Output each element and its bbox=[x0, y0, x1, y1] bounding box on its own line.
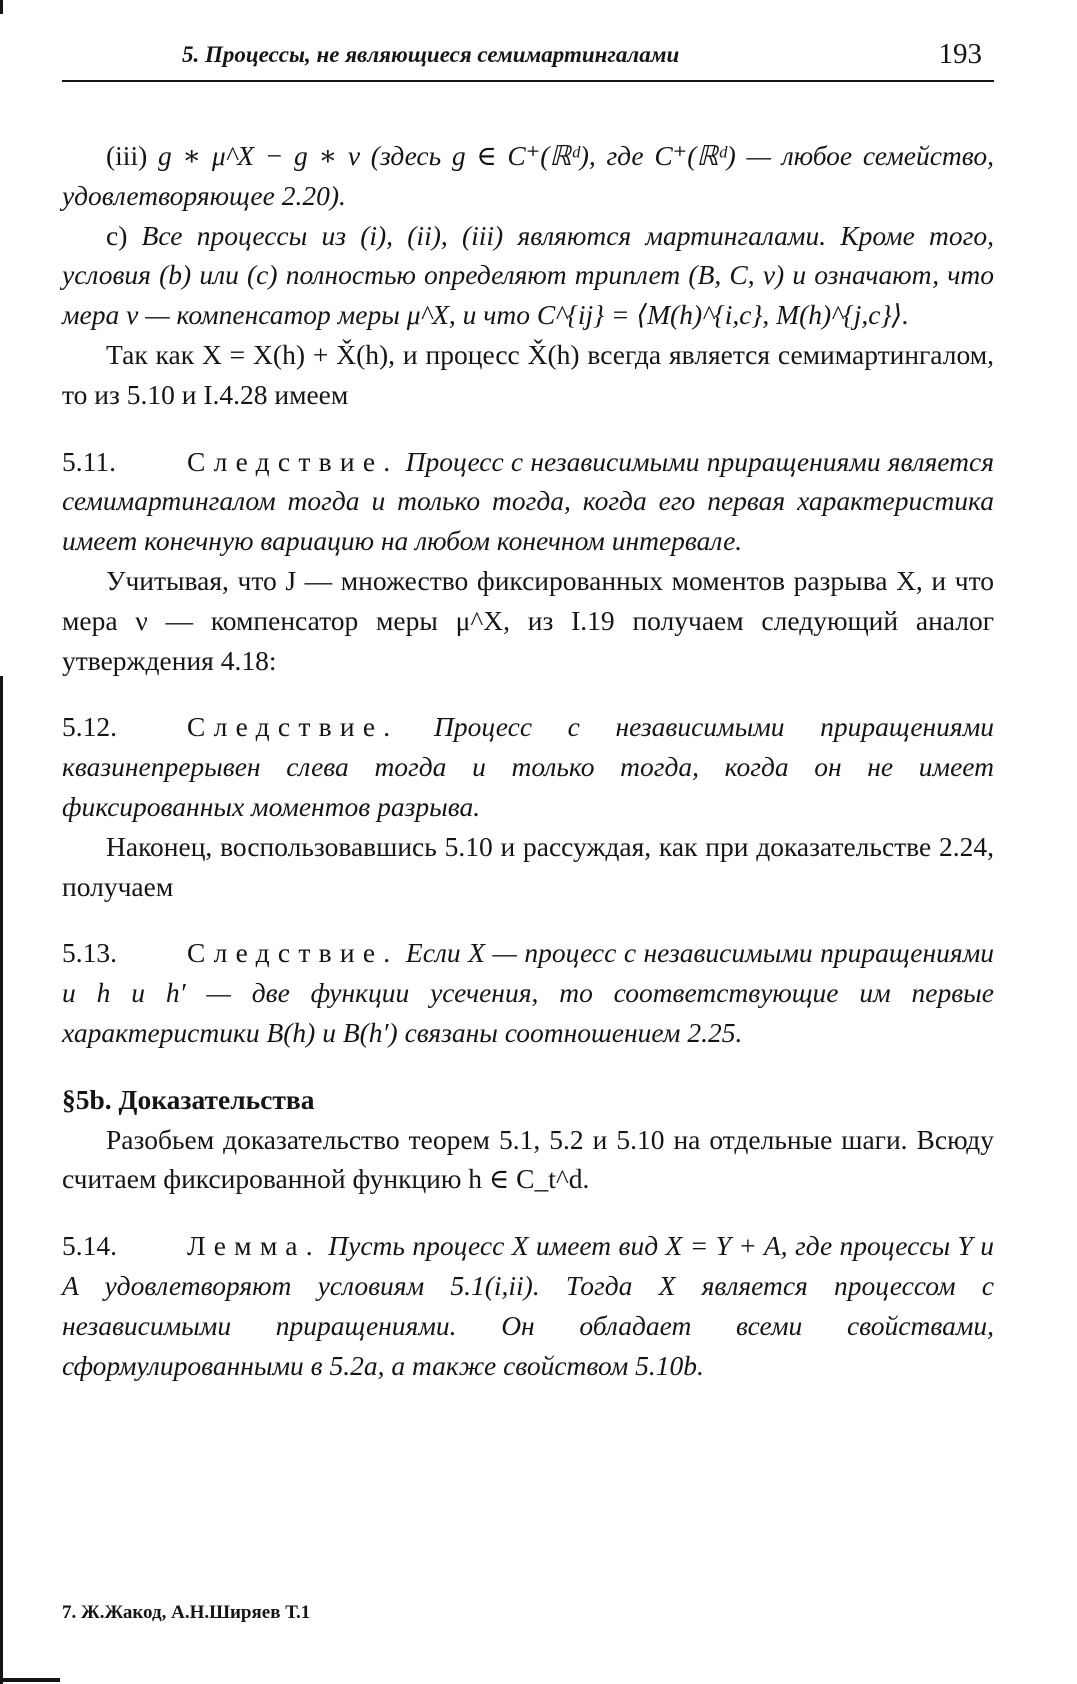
paragraph-item-iii bbox=[62, 136, 994, 216]
statement-kind: Лемма. bbox=[187, 1230, 321, 1262]
section-heading: §5b. Доказательства bbox=[62, 1083, 315, 1115]
page-number: 193 bbox=[938, 38, 982, 70]
item-label: c) bbox=[106, 219, 128, 251]
corollary-5-13 bbox=[62, 933, 994, 1052]
scan-edge-mark bbox=[0, 676, 3, 1684]
paragraph-text: Наконец, воспользовавшись 5.10 и рассуждая, как при доказательстве 2.24, получаем bbox=[62, 830, 994, 902]
item-text: g ∗ μ^X − g ∗ ν (здесь g ∈ C⁺(ℝᵈ), где C⁺(ℝᵈ) — любое семейство, удовлетворяющее 2.20). bbox=[62, 140, 994, 211]
paragraph-text: Так как X = X(h) + X̌(h), и процесс X̌(h) всегда является семимартингалом, то из 5.10 и I.4.28 имеем bbox=[62, 338, 994, 410]
statement-text: Пусть процесс X имеет вид X = Y + A, где процессы Y и A удовлетворяют условиям 5.1(i,ii). Тогда X является процессом с независимыми приращениями. Он обладает всеми свойствами, сформулированными в 5.2a, а также свойством 5.10b. bbox=[62, 1230, 994, 1381]
statement-number: 5.11. bbox=[62, 445, 116, 477]
statement-kind: Следствие. bbox=[187, 937, 399, 969]
item-text: Все процессы из (i), (ii), (iii) являются мартингалами. Кроме того, условия (b) или (c) полностью определяют триплет (B, C, ν) и означают, что мера ν — компенсатор меры μ^X, и что C^{ij} = ⟨M(h)^{i,c}, M(h)^{j,c}⟩. bbox=[62, 219, 994, 331]
paragraph-text: Разобьем доказательство теорем 5.1, 5.2 и 5.10 на отдельные шаги. Всюду считаем фиксированной функцию h ∈ C_t^d. bbox=[62, 1123, 994, 1195]
footer-signature: 7. Ж.Жакод, А.Н.Ширяев Т.1 bbox=[62, 1602, 311, 1623]
statement-number: 5.14. bbox=[62, 1230, 117, 1262]
statement-number: 5.12. bbox=[62, 711, 117, 743]
statement-number: 5.13. bbox=[62, 937, 117, 969]
lemma-5-14 bbox=[62, 1226, 994, 1385]
corollary-5-11 bbox=[62, 442, 994, 561]
statement-kind: Следствие. bbox=[187, 711, 399, 743]
corollary-5-12 bbox=[62, 707, 994, 826]
statement-text: Процесс с независимыми приращениями квазинепрерывен слева тогда и только тогда, когда он не имеет фиксированных моментов разрыва. bbox=[62, 711, 994, 822]
scan-edge-mark bbox=[0, 1678, 60, 1682]
page-body bbox=[62, 136, 994, 1385]
statement-text: Процесс с независимыми приращениями является семимартингалом тогда и только тогда, когда его первая характеристика имеет конечную вариацию на любом конечном интервале. bbox=[62, 445, 994, 557]
item-label: (iii) bbox=[106, 140, 148, 171]
paragraph-text: Учитывая, что J — множество фиксированных моментов разрыва X, и что мера ν — компенсатор меры μ^X, из I.19 получаем следующий аналог утверждения 4.18: bbox=[62, 564, 994, 676]
running-title: 5. Процессы, не являющиеся семимартингалами bbox=[182, 42, 680, 67]
statement-kind: Следствие. bbox=[187, 445, 399, 477]
running-header bbox=[62, 38, 994, 78]
paragraph-item-c bbox=[62, 216, 994, 335]
header-rule bbox=[62, 80, 994, 82]
scan-edge-mark bbox=[0, 0, 3, 14]
statement-text: Если X — процесс с независимыми приращениями и h и h′ — две функции усечения, то соответствующие им первые характеристики B(h) и B(h′) связаны соотношением 2.25. bbox=[62, 937, 994, 1048]
